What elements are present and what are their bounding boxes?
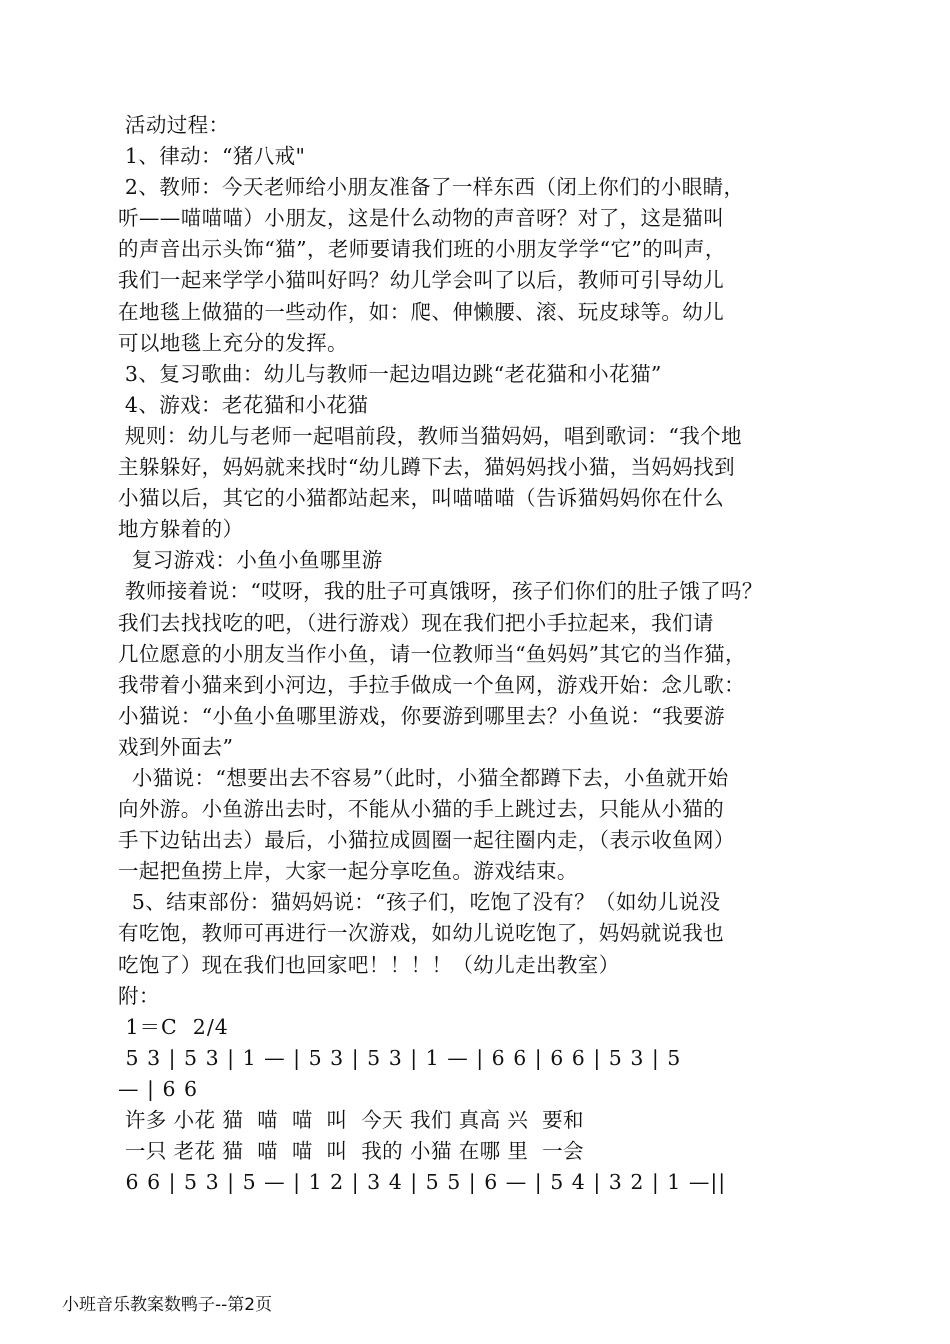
notation-line: 5 3 | 5 3 | 1 — | 5 3 | 5 3 | 1 — | 6 6 | 6 6 | 5 3 | 5 [118,1045,682,1070]
step-3: 3、复习歌曲：幼儿与教师一起边唱边跳“老花猫和小花猫” [118,361,662,386]
text-line: 小猫说：“小鱼小鱼哪里游戏，你要游到哪里去？小鱼说：“我要游 [118,703,725,728]
rules-paragraph: 规则：幼儿与老师一起唱前段，教师当猫妈妈，唱到歌词：“我个地 [118,423,742,448]
text-line: 的声音出示头饰“猫”，老师要请我们班的小朋友学学“它”的叫声， [118,237,726,262]
text-line: 戏到外面去” [118,734,234,759]
section-heading: 活动过程： [118,113,230,137]
step-1: 1、律动：“猪八戒" [118,144,306,169]
lyrics-line: 一只 老花 猫 喵 喵 叫 我的 小猫 在哪 里 一会 [118,1139,584,1164]
text-line: 我带着小猫来到小河边，手拉手做成一个鱼网，游戏开始：念儿歌： [118,672,745,697]
step-5: 5、结束部份：猫妈妈说：“孩子们，吃饱了没有？（如幼儿说没 [118,890,721,915]
text-line: 听——喵喵喵）小朋友，这是什么动物的声音呀？对了，这是猫叫 [118,206,725,231]
page-footer: 小班音乐教案数鸭子--第2页 [62,1295,273,1315]
step-2: 2、教师：今天老师给小朋友准备了一样东西（闭上你们的小眼睛， [118,175,745,200]
text-line: 一起把鱼捞上岸，大家一起分享吃鱼。游戏结束。 [118,859,578,884]
text-line: 在地毯上做猫的一些动作，如：爬、伸懒腰、滚、玩皮球等。幼儿 [118,299,725,324]
text-line: 小猫说：“想要出去不容易”（此时，小猫全都蹲下去，小鱼就开始 [118,765,729,790]
document-body [118,110,858,1198]
text-line: 向外游。小鱼游出去时，不能从小猫的手上跳过去，只能从小猫的 [118,797,725,822]
appendix-label: 附： [118,983,160,1008]
text-line: 几位愿意的小朋友当作小鱼，请一位教师当“鱼妈妈”其它的当作猫， [118,641,746,666]
notation-line: 6 6 | 5 3 | 5 — | 1 2 | 3 4 | 5 5 | 6 — | 5 4 | 3 2 | 1 —|| [118,1170,727,1195]
text-line: 我们一起来学学小猫叫好吗？幼儿学会叫了以后，教师可引导幼儿 [118,268,725,293]
text-line: 吃饱了）现在我们也回家吧！！！！（幼儿走出教室） [118,952,620,977]
text-line: 有吃饱，教师可再进行一次游戏，如幼儿说吃饱了，妈妈就说我也 [118,921,725,946]
notation-line: — | 6 6 [118,1076,199,1101]
lyrics-line: 许多 小花 猫 喵 喵 叫 今天 我们 真高 兴 要和 [118,1108,584,1132]
text-line: 主躲躲好，妈妈就来找时“幼儿蹲下去，猫妈妈找小猫，当妈妈找到 [118,455,735,480]
text-line: 手下边钻出去）最后，小猫拉成圆圈一起往圈内走，（表示收鱼网） [118,828,735,853]
text-line: 教师接着说：“哎呀，我的肚子可真饿呀，孩子们你们的肚子饿了吗？ [118,579,763,604]
text-line: 可以地毯上充分的发挥。 [118,330,348,355]
review-game-heading: 复习游戏：小鱼小鱼哪里游 [118,548,383,573]
text-line: 小猫以后，其它的小猫都站起来，叫喵喵喵（告诉猫妈妈你在什么 [118,486,725,511]
key-signature: 1＝C 2/4 [118,1014,229,1039]
step-4: 4、游戏：老花猫和小花猫 [118,392,369,417]
text-line: 地方躲着的） [118,517,244,542]
text-line: 我们去找找吃的吧，（进行游戏）现在我们把小手拉起来，我们请 [118,610,714,635]
